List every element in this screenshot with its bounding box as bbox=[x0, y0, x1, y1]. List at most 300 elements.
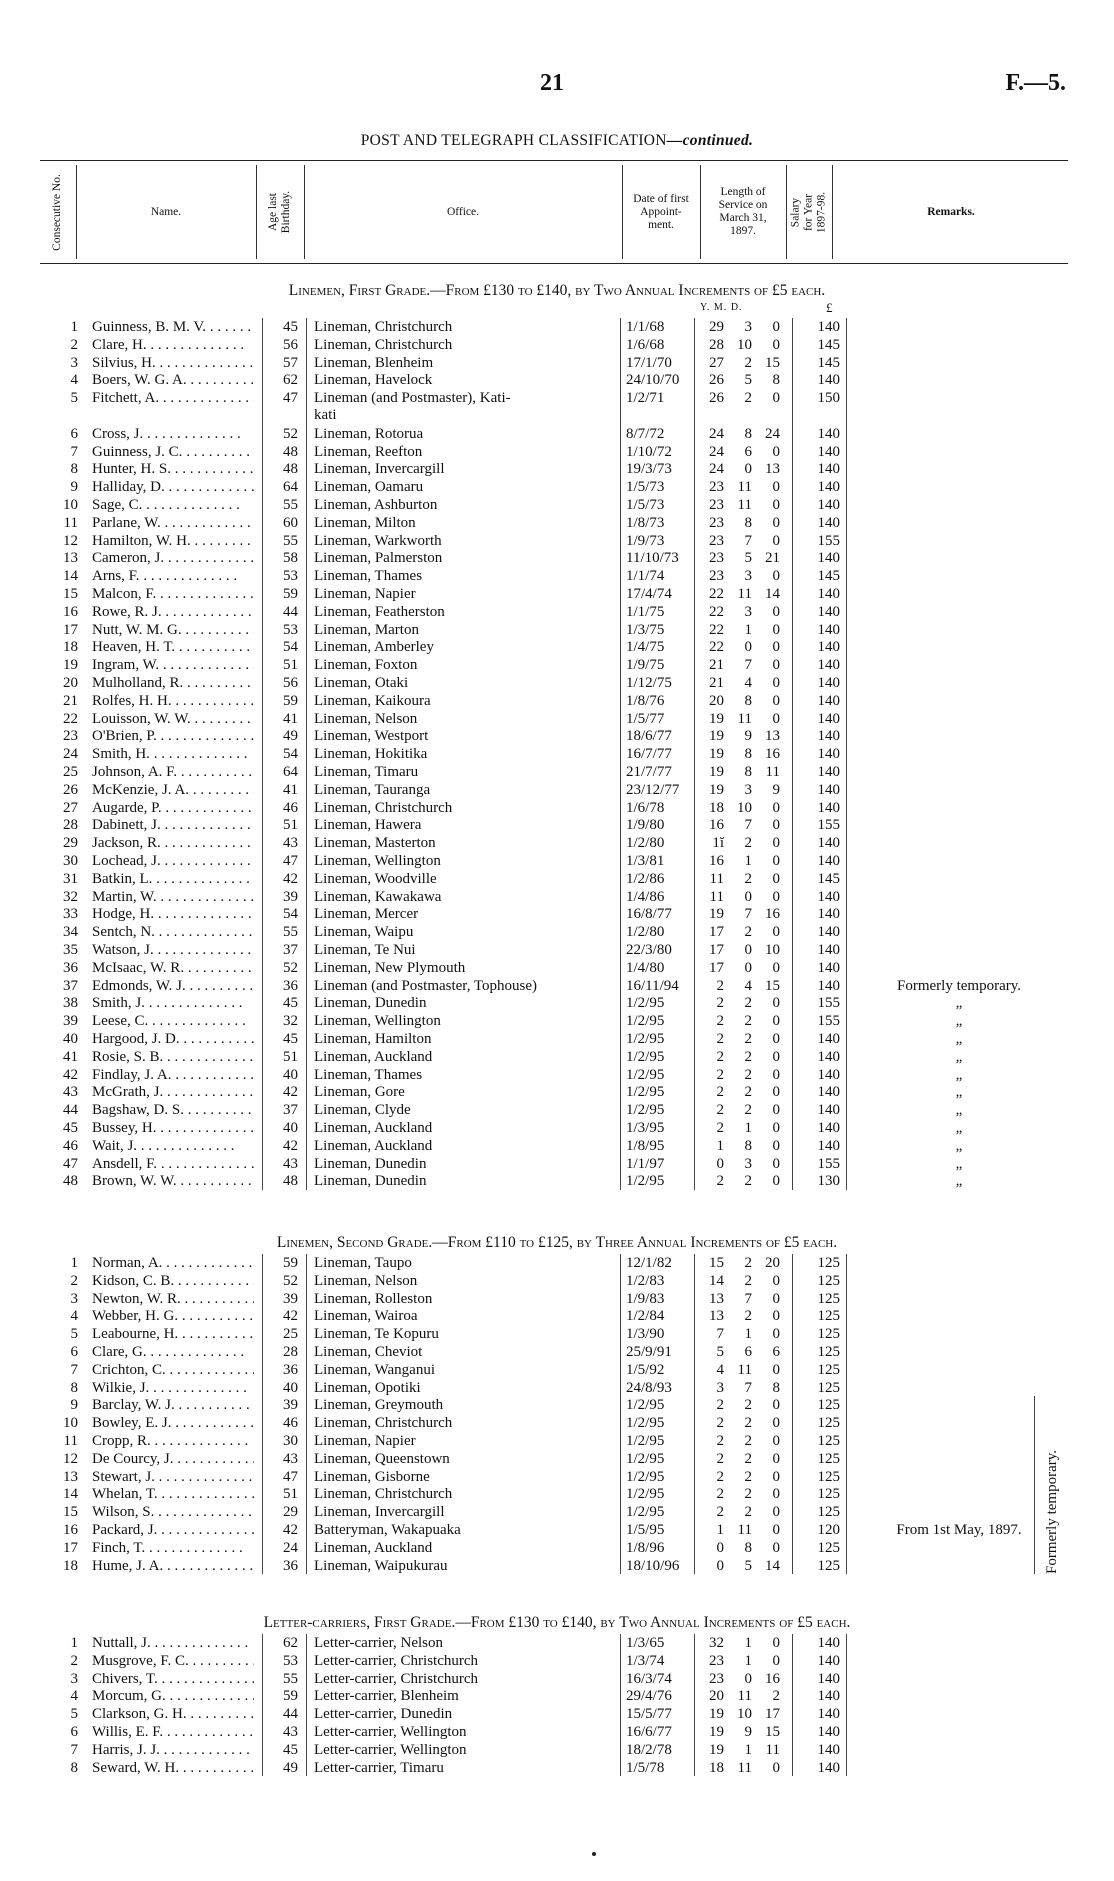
header-salary: Salary for Year 1897-98. bbox=[789, 191, 828, 233]
cell-m: 10 bbox=[737, 336, 752, 353]
cell-y: 19 bbox=[709, 781, 724, 798]
table-row bbox=[0, 941, 1114, 959]
cell-y: 2 bbox=[716, 1415, 724, 1432]
table-row bbox=[0, 799, 1114, 817]
table-row bbox=[0, 1503, 1114, 1521]
cell-date: 1/3/74 bbox=[626, 1652, 665, 1669]
cell-no: 11 bbox=[63, 1433, 78, 1449]
header-name: Name. bbox=[150, 205, 182, 218]
column-rule bbox=[694, 1634, 695, 1776]
cell-name: Crichton, C. . . . bbox=[92, 1361, 254, 1379]
table-row bbox=[0, 496, 1114, 514]
cell-date: 1/8/95 bbox=[626, 1137, 665, 1154]
cell-m: 3 bbox=[744, 1155, 752, 1172]
cell-d: 0 bbox=[772, 1326, 780, 1343]
table-row bbox=[0, 1539, 1114, 1557]
cell-d: 0 bbox=[772, 853, 780, 869]
cell-date: 1/1/74 bbox=[626, 568, 665, 585]
cell-sal: 140 bbox=[817, 586, 840, 602]
cell-y: 16 bbox=[709, 817, 724, 834]
cell-no: 15 bbox=[63, 1504, 78, 1521]
cell-age: 49 bbox=[283, 1759, 298, 1776]
cell-m: 2 bbox=[744, 1415, 752, 1432]
cell-m: 3 bbox=[744, 781, 752, 798]
cell-date: 1/9/83 bbox=[626, 1290, 665, 1307]
cell-sal: 140 bbox=[817, 372, 840, 389]
table-row bbox=[0, 1172, 1114, 1190]
cell-y: 28 bbox=[709, 336, 724, 353]
cell-age: 59 bbox=[283, 1688, 298, 1705]
cell-d: 16 bbox=[765, 746, 780, 763]
cell-m: 7 bbox=[744, 817, 752, 834]
cell-off: Lineman, Reefton bbox=[314, 443, 423, 460]
cell-y: 3 bbox=[716, 1379, 724, 1396]
office-continuation: kati bbox=[314, 407, 337, 423]
cell-no: 34 bbox=[63, 924, 78, 941]
cell-d: 0 bbox=[772, 657, 780, 674]
cell-sal: 125 bbox=[817, 1433, 840, 1449]
cell-date: 1/3/90 bbox=[626, 1326, 665, 1343]
side-brace bbox=[1034, 1396, 1035, 1574]
cell-name: Norman, A. . . . bbox=[92, 1254, 254, 1272]
cell-age: 55 bbox=[283, 924, 298, 941]
cell-y: 19 bbox=[709, 906, 724, 923]
cell-name: Heaven, H. T. . . . bbox=[92, 638, 254, 656]
table-row bbox=[0, 549, 1114, 567]
cell-m: 0 bbox=[744, 942, 752, 958]
cell-no: 10 bbox=[63, 1415, 78, 1432]
column-rule bbox=[262, 1634, 263, 1776]
cell-off: Lineman, Auckland bbox=[314, 1048, 433, 1065]
cell-date: 1/12/75 bbox=[626, 675, 672, 691]
cell-name: Harris, J. J. . . . bbox=[92, 1741, 254, 1759]
page-number: 21 bbox=[540, 70, 564, 96]
cell-age: 45 bbox=[283, 1741, 298, 1758]
cell-age: 48 bbox=[283, 461, 298, 478]
cell-age: 47 bbox=[283, 390, 298, 407]
cell-rem: „ bbox=[955, 1102, 963, 1119]
cell-age: 43 bbox=[283, 1155, 298, 1172]
cell-date: 1/2/71 bbox=[626, 390, 665, 407]
cell-m: 2 bbox=[744, 1084, 752, 1101]
table-row bbox=[0, 1290, 1114, 1308]
cell-no: 4 bbox=[70, 372, 78, 389]
cell-no: 13 bbox=[63, 550, 78, 567]
cell-age: 45 bbox=[283, 1031, 298, 1047]
cell-m: 1 bbox=[744, 1652, 752, 1669]
table-row bbox=[0, 727, 1114, 745]
cell-y: 4 bbox=[716, 1361, 724, 1378]
cell-name: Parlane, W. . . . bbox=[92, 514, 254, 532]
cell-name: Wilson, S. . . . bbox=[92, 1503, 254, 1521]
cell-age: 53 bbox=[283, 1652, 298, 1669]
cell-d: 0 bbox=[772, 710, 780, 727]
cell-date: 1/1/68 bbox=[626, 319, 665, 335]
cell-off: Lineman, New Plymouth bbox=[314, 959, 466, 976]
cell-sal: 140 bbox=[817, 550, 840, 567]
cell-name: Batkin, L. . . . bbox=[92, 870, 254, 888]
cell-age: 39 bbox=[283, 1397, 298, 1414]
table-row bbox=[0, 1343, 1114, 1361]
cell-m: 8 bbox=[744, 746, 752, 763]
cell-sal: 140 bbox=[817, 1031, 840, 1047]
cell-date: 23/12/77 bbox=[626, 781, 680, 798]
cell-sal: 140 bbox=[817, 906, 840, 923]
cell-y: 2 bbox=[716, 977, 724, 994]
cell-no: 6 bbox=[70, 1344, 78, 1360]
cell-date: 15/5/77 bbox=[626, 1706, 672, 1723]
cell-name: Wilkie, J. . . . bbox=[92, 1379, 254, 1397]
cell-no: 29 bbox=[63, 835, 78, 852]
cell-name: Hargood, J. D. . . . bbox=[92, 1030, 254, 1048]
cell-no: 9 bbox=[70, 479, 78, 496]
table-row bbox=[0, 478, 1114, 496]
cell-no: 31 bbox=[63, 870, 78, 887]
cell-name: Chivers, T. . . . bbox=[92, 1670, 254, 1688]
cell-off: Lineman, Wellington bbox=[314, 1013, 441, 1030]
cell-date: 1/2/95 bbox=[626, 1450, 665, 1467]
cell-off: Lineman, Westport bbox=[314, 728, 429, 745]
cell-y: 32 bbox=[709, 1635, 724, 1651]
cell-name: Newton, W. R. . . . bbox=[92, 1290, 254, 1308]
cell-y: 15 bbox=[709, 1255, 724, 1271]
cell-name: De Courcy, J. . . . bbox=[92, 1450, 254, 1468]
cell-name: Cameron, J. . . . bbox=[92, 549, 254, 567]
cell-m: 2 bbox=[744, 870, 752, 887]
cell-name: Watson, J. . . . bbox=[92, 941, 254, 959]
cell-name: Whelan, T. . . . bbox=[92, 1485, 254, 1503]
cell-m: 1 bbox=[744, 1741, 752, 1758]
cell-sal: 125 bbox=[817, 1450, 840, 1467]
cell-sal: 145 bbox=[817, 568, 840, 585]
cell-off: Lineman, Gore bbox=[314, 1084, 405, 1101]
cell-m: 2 bbox=[744, 390, 752, 407]
cell-off: Lineman, Hawera bbox=[314, 817, 422, 834]
cell-no: 1 bbox=[70, 1635, 78, 1651]
cell-d: 0 bbox=[772, 1433, 780, 1449]
cell-y: 18 bbox=[709, 1759, 724, 1776]
cell-y: 19 bbox=[709, 728, 724, 745]
cell-age: 44 bbox=[283, 1706, 298, 1723]
cell-sal: 140 bbox=[817, 319, 840, 335]
cell-d: 0 bbox=[772, 1635, 780, 1651]
cell-date: 1/3/65 bbox=[626, 1635, 665, 1651]
cell-no: 3 bbox=[70, 1670, 78, 1687]
cell-no: 5 bbox=[70, 390, 78, 407]
cell-off: Lineman, Foxton bbox=[314, 657, 418, 674]
cell-no: 25 bbox=[63, 764, 78, 780]
cell-d: 0 bbox=[772, 675, 780, 691]
cell-m: 11 bbox=[737, 1688, 752, 1705]
cell-d: 0 bbox=[772, 1084, 780, 1101]
cell-name: Fitchett, A. . . . bbox=[92, 389, 254, 407]
cell-sal: 140 bbox=[817, 888, 840, 905]
cell-no: 45 bbox=[63, 1120, 78, 1136]
cell-d: 10 bbox=[765, 942, 780, 958]
header-remarks: Remarks. bbox=[927, 205, 975, 218]
cell-sal: 140 bbox=[817, 1102, 840, 1119]
cell-y: 0 bbox=[716, 1557, 724, 1574]
cell-d: 0 bbox=[772, 1031, 780, 1047]
cell-y: 17 bbox=[709, 942, 724, 958]
table-row bbox=[0, 318, 1114, 336]
cell-off: Lineman, Thames bbox=[314, 1066, 423, 1083]
table-row bbox=[0, 1557, 1114, 1575]
cell-no: 44 bbox=[63, 1102, 78, 1119]
header-consecutive: Consecutive No. bbox=[50, 173, 63, 251]
cell-m: 8 bbox=[744, 764, 752, 780]
cell-no: 8 bbox=[70, 1759, 78, 1776]
column-rule bbox=[306, 1254, 307, 1574]
cell-y: 20 bbox=[709, 1688, 724, 1705]
cell-date: 11/10/73 bbox=[626, 550, 679, 567]
cell-age: 59 bbox=[283, 692, 298, 709]
cell-age: 55 bbox=[283, 1670, 298, 1687]
cell-no: 3 bbox=[70, 1290, 78, 1307]
cell-off: Lineman, Invercargill bbox=[314, 1504, 445, 1521]
cell-m: 1 bbox=[744, 1635, 752, 1651]
cell-d: 0 bbox=[772, 1120, 780, 1136]
cell-age: 52 bbox=[283, 425, 298, 442]
cell-y: 1 bbox=[716, 1522, 724, 1538]
cell-m: 2 bbox=[744, 1031, 752, 1047]
cell-no: 4 bbox=[70, 1308, 78, 1325]
cell-age: 43 bbox=[283, 1724, 298, 1740]
cell-rem: „ bbox=[955, 1137, 963, 1154]
cell-y: 24 bbox=[709, 425, 724, 442]
cell-off: Letter-carrier, Christchurch bbox=[314, 1652, 479, 1669]
cell-off: Lineman, Kawakawa bbox=[314, 888, 442, 905]
cell-off: Lineman, Mercer bbox=[314, 906, 419, 923]
cell-off: Lineman, Christchurch bbox=[314, 1486, 453, 1503]
table-row bbox=[0, 674, 1114, 692]
cell-d: 0 bbox=[772, 1504, 780, 1521]
cell-no: 17 bbox=[63, 1539, 78, 1556]
cell-date: 22/3/80 bbox=[626, 942, 672, 958]
cell-sal: 140 bbox=[817, 977, 840, 994]
cell-date: 1/2/95 bbox=[626, 1084, 665, 1101]
cell-sal: 150 bbox=[817, 390, 840, 407]
cell-date: 18/2/78 bbox=[626, 1741, 672, 1758]
cell-sal: 140 bbox=[817, 924, 840, 941]
cell-rem: „ bbox=[955, 1031, 963, 1047]
column-rule bbox=[846, 1254, 847, 1574]
cell-y: 2 bbox=[716, 1173, 724, 1190]
cell-off: Letter-carrier, Wellington bbox=[314, 1724, 467, 1740]
cell-off: Batteryman, Wakapuaka bbox=[314, 1522, 461, 1538]
cell-no: 7 bbox=[70, 1741, 78, 1758]
cell-m: 2 bbox=[744, 924, 752, 941]
table-row bbox=[0, 1272, 1114, 1290]
cell-off: Lineman, Waipu bbox=[314, 924, 414, 941]
cell-m: 2 bbox=[744, 1102, 752, 1119]
cell-sal: 140 bbox=[817, 1635, 840, 1651]
cell-off: Lineman, Marton bbox=[314, 621, 419, 638]
title-suffix: —continued. bbox=[666, 132, 754, 149]
column-rule bbox=[792, 318, 793, 1190]
cell-name: Jackson, R. . . . bbox=[92, 834, 254, 852]
cell-date: 1/2/95 bbox=[626, 1102, 665, 1119]
cell-no: 5 bbox=[70, 1326, 78, 1343]
table-row bbox=[0, 1723, 1114, 1741]
cell-name: Kidson, C. B. . . . bbox=[92, 1272, 254, 1290]
cell-d: 0 bbox=[772, 1155, 780, 1172]
cell-sal: 140 bbox=[817, 728, 840, 745]
cell-d: 0 bbox=[772, 888, 780, 905]
cell-no: 23 bbox=[63, 728, 78, 745]
cell-off: Lineman, Nelson bbox=[314, 1272, 418, 1289]
cell-no: 19 bbox=[63, 657, 78, 674]
table-row bbox=[0, 923, 1114, 941]
cell-age: 42 bbox=[283, 1308, 298, 1325]
cell-no: 21 bbox=[63, 692, 78, 709]
cell-y: 16 bbox=[709, 853, 724, 869]
cell-off: Lineman, Wellington bbox=[314, 853, 441, 869]
cell-date: 29/4/76 bbox=[626, 1688, 672, 1705]
cell-name: Malcon, F. . . . bbox=[92, 585, 254, 603]
cell-y: 22 bbox=[709, 639, 724, 656]
cell-y: 2 bbox=[716, 1048, 724, 1065]
cell-off: Letter-carrier, Blenheim bbox=[314, 1688, 459, 1705]
cell-name: Willis, E. F. . . . bbox=[92, 1723, 254, 1741]
cell-m: 2 bbox=[744, 1504, 752, 1521]
cell-no: 16 bbox=[63, 1522, 78, 1538]
cell-no: 11 bbox=[63, 514, 78, 531]
cell-no: 1 bbox=[70, 1255, 78, 1271]
table-row bbox=[0, 1030, 1114, 1048]
cell-off: Lineman, Queenstown bbox=[314, 1450, 450, 1467]
cell-sal: 140 bbox=[817, 1084, 840, 1101]
cell-d: 0 bbox=[772, 1290, 780, 1307]
table-row bbox=[0, 1670, 1114, 1688]
cell-age: 51 bbox=[283, 1048, 298, 1065]
cell-age: 32 bbox=[283, 1013, 298, 1030]
cell-off: Letter-carrier, Christchurch bbox=[314, 1670, 479, 1687]
column-rule bbox=[262, 318, 263, 1190]
cell-off: Lineman, Wairoa bbox=[314, 1308, 418, 1325]
table-row bbox=[0, 656, 1114, 674]
header-office: Office. bbox=[446, 205, 480, 218]
table-row bbox=[0, 816, 1114, 834]
cell-date: 1/2/95 bbox=[626, 1066, 665, 1083]
cell-sal: 140 bbox=[817, 603, 840, 620]
table-row bbox=[0, 371, 1114, 389]
cell-age: 43 bbox=[283, 1450, 298, 1467]
cell-date: 1/6/68 bbox=[626, 336, 665, 353]
cell-age: 45 bbox=[283, 995, 298, 1012]
cell-no: 27 bbox=[63, 799, 78, 816]
cell-date: 1/3/75 bbox=[626, 621, 665, 638]
cell-date: 1/4/75 bbox=[626, 639, 665, 656]
column-rule bbox=[694, 1254, 695, 1574]
cell-no: 4 bbox=[70, 1688, 78, 1705]
table-row bbox=[0, 638, 1114, 656]
cell-no: 32 bbox=[63, 888, 78, 905]
title-text: POST AND TELEGRAPH CLASSIFICATION bbox=[360, 132, 667, 149]
cell-rem: „ bbox=[955, 1066, 963, 1083]
cell-age: 55 bbox=[283, 532, 298, 549]
table-row bbox=[0, 888, 1114, 906]
cell-name: Bowley, E. J. . . . bbox=[92, 1414, 254, 1432]
cell-date: 1/1/75 bbox=[626, 603, 665, 620]
cell-name: Seward, W. H. . . . bbox=[92, 1759, 254, 1777]
cell-name: Finch, T. . . . bbox=[92, 1539, 254, 1557]
cell-name: Edmonds, W. J. . . . bbox=[92, 977, 254, 995]
section-title-text: Linemen, Second Grade.—From £110 to £125, by Three Annual Increments of £5 each. bbox=[276, 1234, 838, 1251]
cell-age: 48 bbox=[283, 443, 298, 460]
cell-age: 64 bbox=[283, 764, 298, 780]
cell-name: Rolfes, H. H. . . . bbox=[92, 692, 254, 710]
cell-d: 13 bbox=[765, 461, 780, 478]
cell-y: 7 bbox=[716, 1326, 724, 1343]
cell-sal: 155 bbox=[817, 995, 840, 1012]
cell-off: Lineman, Kaikoura bbox=[314, 692, 431, 709]
cell-y: 13 bbox=[709, 1290, 724, 1307]
cell-name: Smith, J. . . . bbox=[92, 994, 254, 1012]
cell-sal: 140 bbox=[817, 746, 840, 763]
cell-d: 0 bbox=[772, 692, 780, 709]
cell-sal: 130 bbox=[817, 1173, 840, 1190]
cell-m: 4 bbox=[744, 977, 752, 994]
cell-d: 15 bbox=[765, 977, 780, 994]
cell-sal: 125 bbox=[817, 1272, 840, 1289]
table-row bbox=[0, 1307, 1114, 1325]
cell-y: 2 bbox=[716, 1031, 724, 1047]
cell-age: 36 bbox=[283, 1557, 298, 1574]
cell-name: Mulholland, R. . . . bbox=[92, 674, 254, 692]
cell-off: Lineman, Blenheim bbox=[314, 354, 434, 371]
cell-m: 2 bbox=[744, 1013, 752, 1030]
cell-no: 26 bbox=[63, 781, 78, 798]
cell-date: 1/5/73 bbox=[626, 479, 665, 496]
cell-d: 2 bbox=[772, 1688, 780, 1705]
table-row bbox=[0, 1741, 1114, 1759]
cell-d: 13 bbox=[765, 728, 780, 745]
cell-date: 1/9/75 bbox=[626, 657, 665, 674]
cell-y: 23 bbox=[709, 568, 724, 585]
table-header bbox=[40, 160, 1068, 264]
cell-y: 19 bbox=[709, 746, 724, 763]
table-row bbox=[0, 1137, 1114, 1155]
cell-date: 1/5/95 bbox=[626, 1522, 665, 1538]
cell-date: 16/7/77 bbox=[626, 746, 672, 763]
cell-d: 0 bbox=[772, 1759, 780, 1776]
cell-no: 18 bbox=[63, 639, 78, 656]
table-row bbox=[0, 1432, 1114, 1450]
cell-m: 2 bbox=[744, 1397, 752, 1414]
cell-off: Lineman, Christchurch bbox=[314, 799, 453, 816]
cell-m: 8 bbox=[744, 1539, 752, 1556]
cell-date: 17/1/70 bbox=[626, 354, 672, 371]
cell-no: 24 bbox=[63, 746, 78, 763]
cell-sal: 140 bbox=[817, 425, 840, 442]
table-row bbox=[0, 1066, 1114, 1084]
cell-d: 16 bbox=[765, 906, 780, 923]
table-row bbox=[0, 1485, 1114, 1503]
table-row bbox=[0, 1450, 1114, 1468]
cell-age: 53 bbox=[283, 621, 298, 638]
table-row bbox=[0, 710, 1114, 728]
cell-off: Letter-carrier, Nelson bbox=[314, 1635, 444, 1651]
cell-sal: 140 bbox=[817, 1048, 840, 1065]
cell-d: 0 bbox=[772, 835, 780, 852]
cell-y: 21 bbox=[709, 657, 724, 674]
cell-m: 11 bbox=[737, 479, 752, 496]
cell-d: 16 bbox=[765, 1670, 780, 1687]
cell-name: Cross, J. . . . bbox=[92, 425, 254, 443]
cell-sal: 125 bbox=[817, 1361, 840, 1378]
cell-sal: 140 bbox=[817, 853, 840, 869]
